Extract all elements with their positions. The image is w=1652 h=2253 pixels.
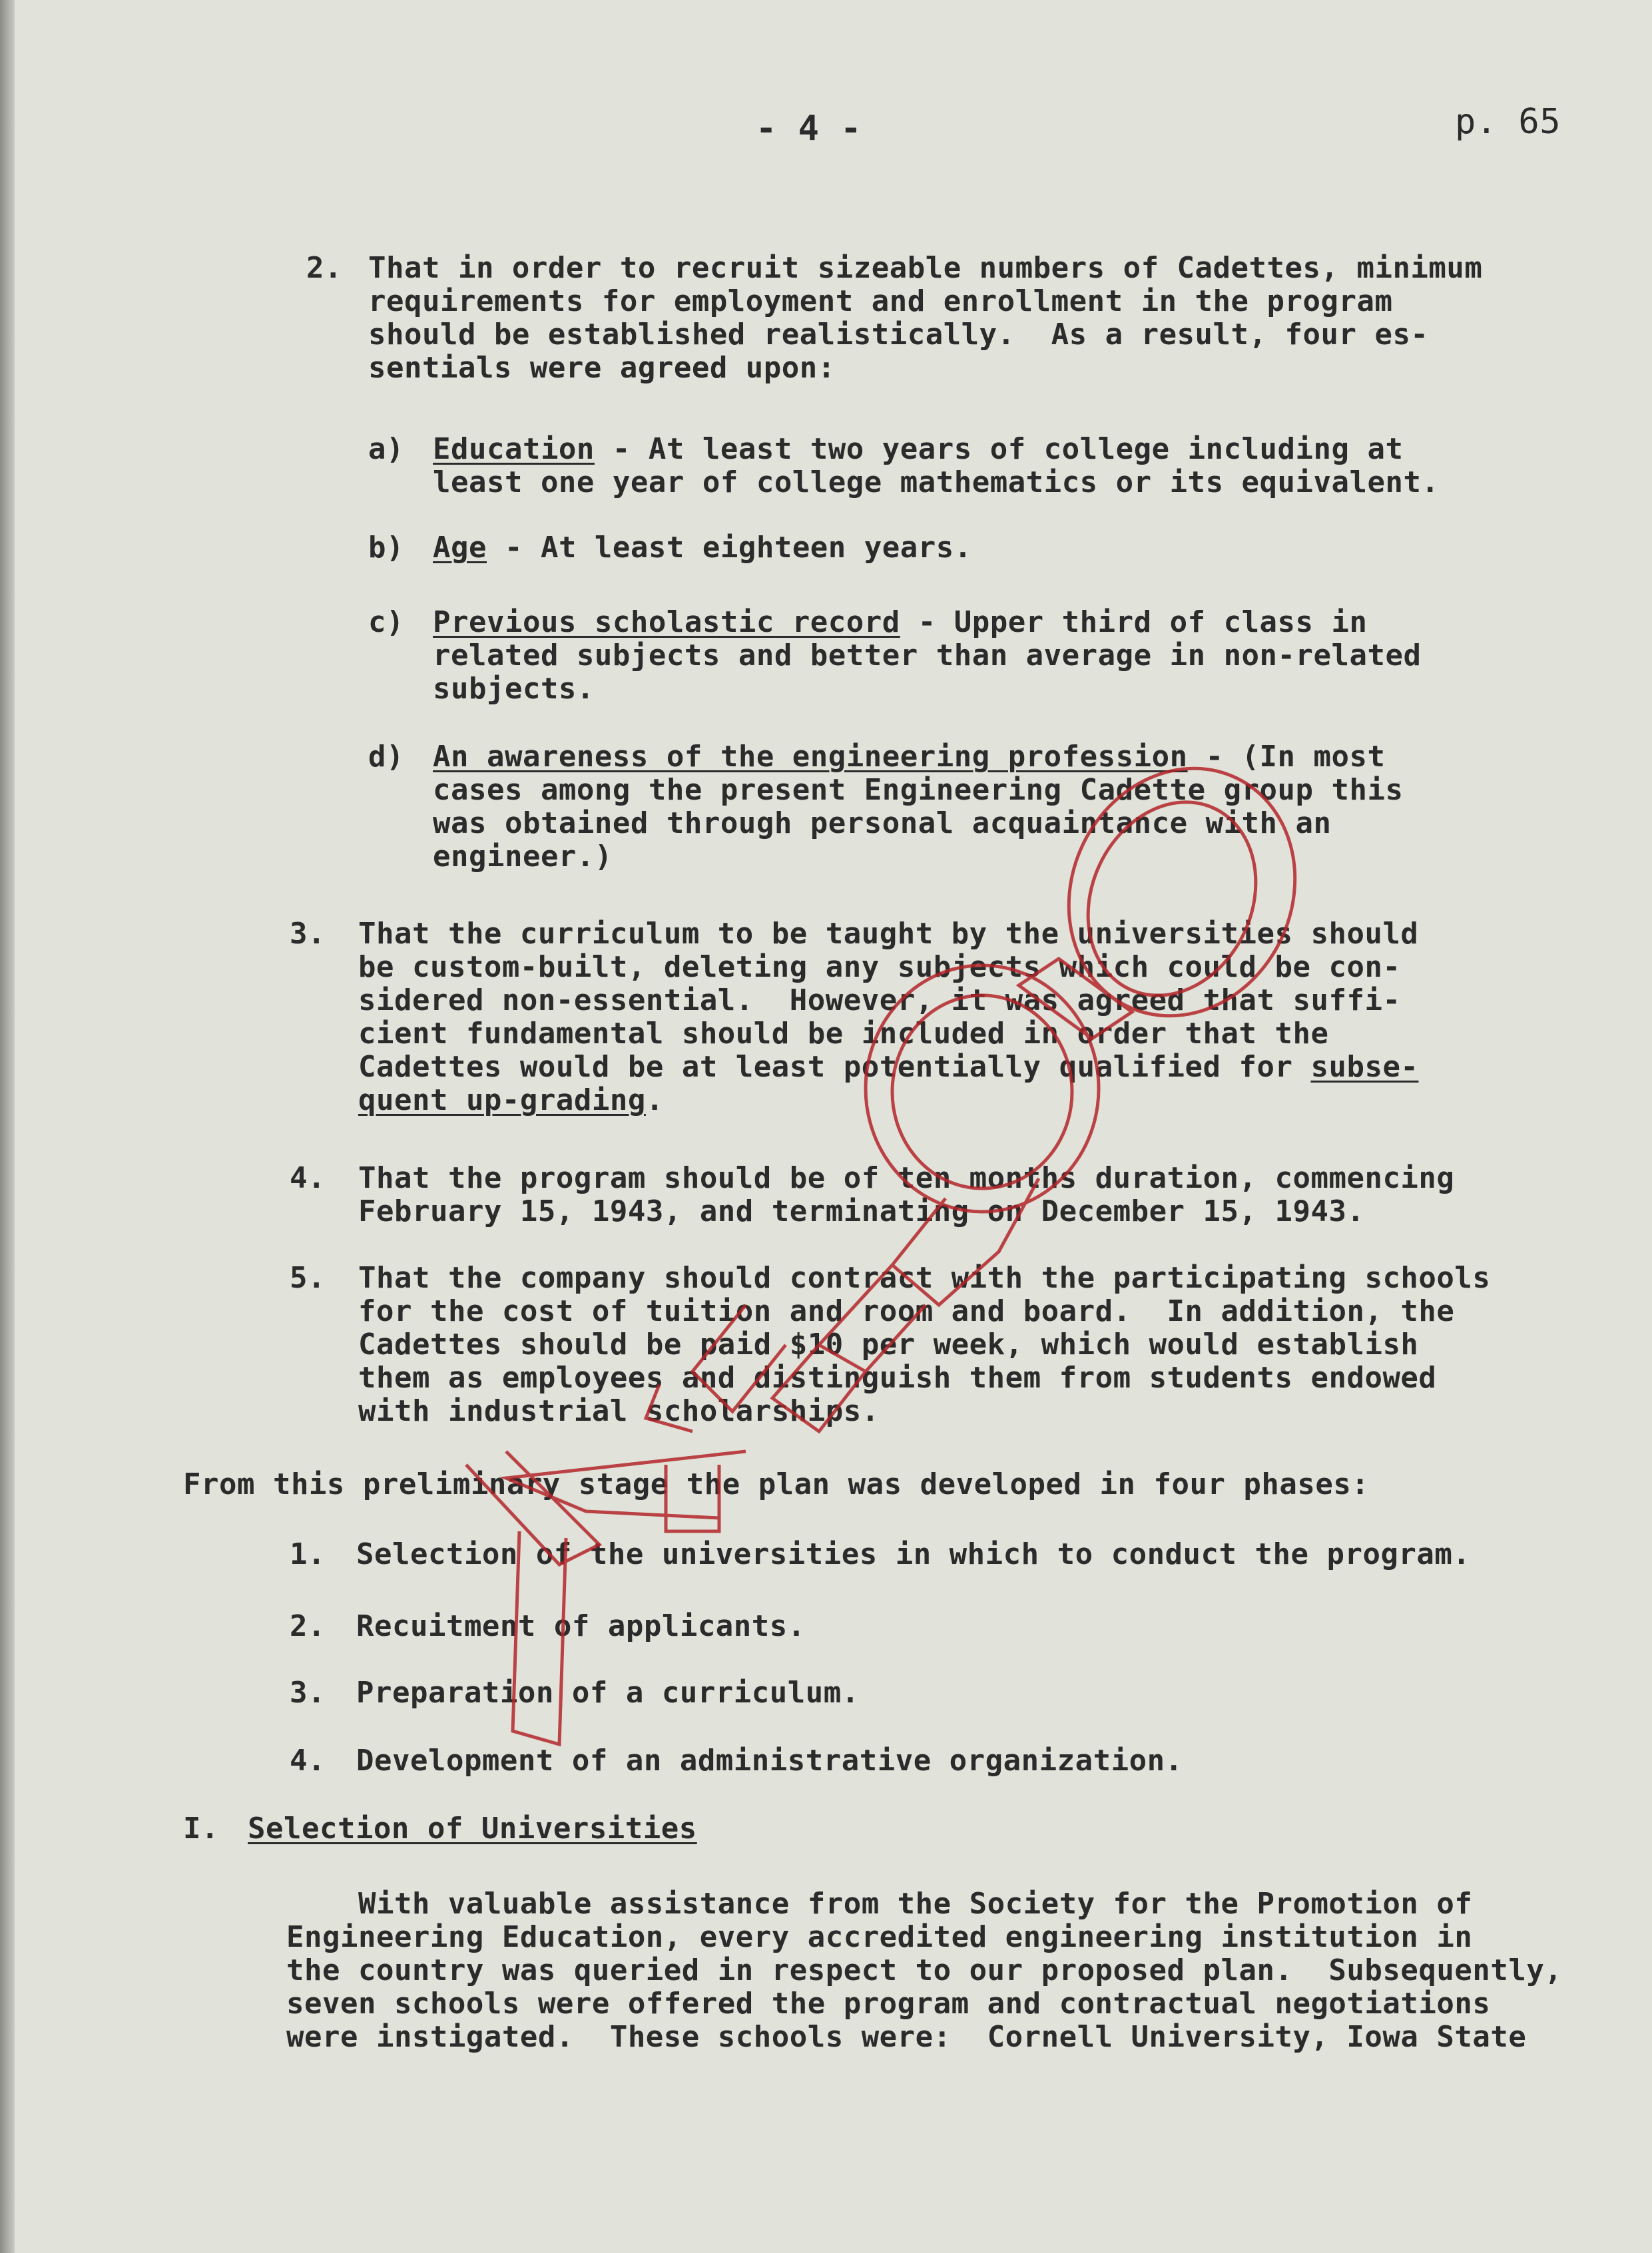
item-2a-line-2: least one year of college mathematics or its equivalent. [433, 465, 1440, 499]
section-1-line-3: the country was queried in respect to our proposed plan. Subsequently, [286, 1953, 1563, 1987]
item-5-number: 5. [290, 1261, 326, 1295]
item-2-line-2: requirements for employment and enrollment in the program [368, 284, 1393, 318]
phase-2-text: Recuitment of applicants. [356, 1609, 806, 1643]
phase-4-text: Development of an administrative organization. [356, 1744, 1183, 1778]
item-3-line-4: cient fundamental should be included in order that the [358, 1017, 1329, 1051]
phase-3-text: Preparation of a curriculum. [356, 1676, 860, 1710]
item-2c-line-1 [433, 606, 1368, 639]
item-2b-label: b) [368, 531, 404, 565]
item-5-line-4: them as employees and distinguish them from students endowed [358, 1361, 1437, 1395]
item-2b-line-1-rest: - At least eighteen years. [486, 531, 972, 565]
section-1-title: Selection of Universities [248, 1812, 697, 1846]
item-2-number: 2. [306, 251, 342, 285]
item-4-number: 4. [290, 1161, 326, 1195]
phase-2-number: 2. [290, 1609, 326, 1643]
section-1-number: I. [183, 1812, 219, 1846]
item-3-line-5 [358, 1051, 1418, 1084]
item-5-line-1: That the company should contract with the participating schools [358, 1261, 1491, 1295]
item-3-line-5-text: Cadettes would be at least potentially qualified for [358, 1050, 1311, 1084]
item-2d-line-4: engineer.) [433, 840, 613, 874]
item-5-line-5: with industrial scholarships. [358, 1394, 880, 1428]
item-2d-line-1-rest: - (In most [1187, 740, 1386, 774]
item-2d-line-1 [433, 740, 1386, 774]
item-2d-line-2: cases among the present Engineering Cadette group this [433, 773, 1404, 807]
item-2c-label: c) [368, 605, 404, 639]
item-3-line-6-end: . [645, 1083, 664, 1117]
item-2b-line-1 [433, 531, 972, 565]
item-2c-line-3: subjects. [433, 672, 595, 706]
item-3-number: 3. [290, 917, 326, 951]
item-3-line-3: sidered non-essential. However, it was agreed that suffi- [358, 983, 1401, 1017]
item-2a-label: a) [368, 432, 404, 466]
item-2-line-4: sentials were agreed upon: [368, 351, 836, 385]
item-2d-line-3: was obtained through personal acquaintance with an [433, 806, 1332, 840]
item-2d-heading: An awareness of the engineering profession [433, 740, 1188, 774]
item-3-underlined-subse: subse- [1310, 1050, 1419, 1084]
item-2c-line-2: related subjects and better than average in non-related [433, 638, 1422, 672]
item-4-line-1: That the program should be of ten months duration, commencing [358, 1161, 1455, 1195]
item-2d-label: d) [368, 740, 404, 774]
item-2a-line-1 [433, 433, 1403, 466]
section-1-line-2: Engineering Education, every accredited engineering institution in [286, 1920, 1473, 1954]
phase-1-text: Selection of the universities in which to conduct the program. [356, 1537, 1471, 1571]
phase-1-number: 1. [290, 1537, 326, 1571]
item-2a-heading: Education [433, 432, 595, 466]
item-2c-heading: Previous scholastic record [433, 605, 900, 639]
item-5-line-3: Cadettes should be paid $10 per week, which would establish [358, 1328, 1419, 1362]
phase-4-number: 4. [290, 1744, 326, 1778]
phases-intro: From this preliminary stage the plan was developed in four phases: [183, 1467, 1370, 1501]
page-reference: p. 65 [1455, 102, 1561, 142]
item-3-underlined-upgrading: quent up-grading [358, 1083, 646, 1117]
page-binding-edge [0, 0, 15, 2253]
phase-3-number: 3. [290, 1676, 326, 1710]
item-2a-line-1-rest: - At least two years of college including at [594, 432, 1404, 466]
item-3-line-2: be custom-built, deleting any subjects which could be con- [358, 950, 1401, 984]
item-4-line-2: February 15, 1943, and terminating on December 15, 1943. [358, 1194, 1365, 1228]
item-5-line-2: for the cost of tuition and room and board. In addition, the [358, 1294, 1455, 1328]
page-number-center: - 4 - [756, 109, 862, 148]
section-1-line-1: With valuable assistance from the Society for the Promotion of [286, 1887, 1473, 1921]
section-1-line-4: seven schools were offered the program and contractual negotiations [286, 1987, 1491, 2021]
item-2b-heading: Age [433, 531, 487, 565]
section-1-line-5: were instigated. These schools were: Cornell University, Iowa State [286, 2020, 1527, 2054]
item-2c-line-1-rest: - Upper third of class in [900, 605, 1368, 639]
item-3-line-1: That the curriculum to be taught by the universities should [358, 917, 1419, 951]
item-3-line-6 [358, 1084, 664, 1117]
item-2-line-1: That in order to recruit sizeable numbers of Cadettes, minimum [368, 251, 1483, 285]
item-2-line-3: should be established realistically. As a result, four es- [368, 318, 1429, 352]
